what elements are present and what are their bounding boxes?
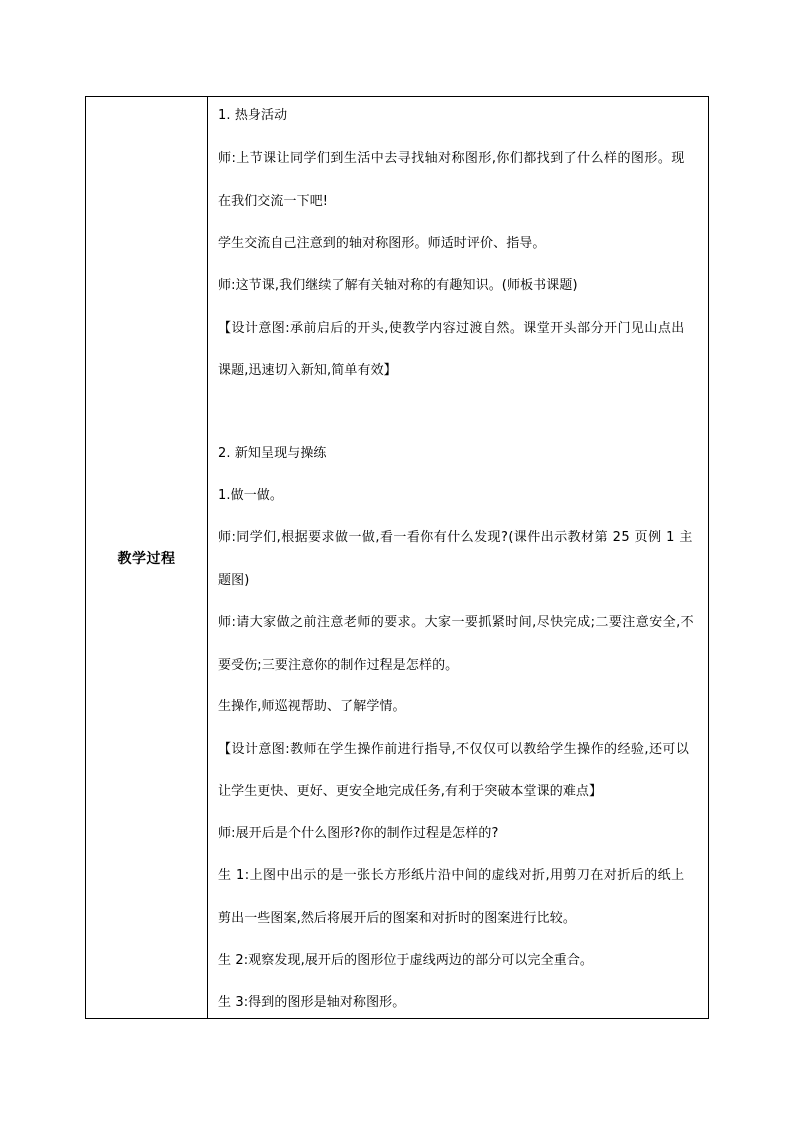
paragraph-line: 题图) — [218, 573, 250, 588]
paragraph-line: 让学生更快、更好、更安全地完成任务,有利于突破本堂课的难点】 — [218, 784, 603, 799]
paragraph-line: 学生交流自己注意到的轴对称图形。师适时评价、指导。 — [218, 236, 546, 251]
paragraph-line: 师:请大家做之前注意老师的要求。大家一要抓紧时间,尽快完成;二要注意安全,不 — [218, 615, 695, 630]
paragraph-line: 生 3:得到的图形是轴对称图形。 — [218, 995, 406, 1010]
section-content-cell — [208, 97, 709, 1019]
section-label-cell — [86, 97, 208, 1019]
paragraph-line: 在我们交流一下吧! — [218, 194, 329, 209]
paragraph-line: 1.做一做。 — [218, 488, 284, 503]
paragraph-line: 课题,迅速切入新知,简单有效】 — [218, 363, 397, 378]
paragraph-line: 师:上节课让同学们到生活中去寻找轴对称图形,你们都找到了什么样的图形。现 — [218, 151, 685, 166]
paragraph-line: 生 1:上图中出示的是一张长方形纸片沿中间的虚线对折,用剪刀在对折后的纸上 — [218, 868, 685, 883]
table-row — [86, 97, 709, 1019]
paragraph-line: 【设计意图:教师在学生操作前进行指导,不仅仅可以教给学生操作的经验,还可以 — [218, 742, 690, 757]
paragraph-line: 师:这节课,我们继续了解有关轴对称的有趣知识。(师板书课题) — [218, 278, 578, 293]
paragraph-line: 1. 热身活动 — [218, 108, 288, 123]
paragraph-line: 师:展开后是个什么图形?你的制作过程是怎样的? — [218, 826, 499, 841]
paragraph-line: 要受伤;三要注意你的制作过程是怎样的。 — [218, 658, 459, 673]
paragraph-line: 【设计意图:承前启后的开头,使教学内容过渡自然。课堂开头部分开门见山点出 — [218, 321, 685, 336]
section-content — [208, 97, 708, 1018]
paragraph-line: 生 2:观察发现,展开后的图形位于虚线两边的部分可以完全重合。 — [218, 953, 594, 968]
lesson-plan-table — [85, 96, 709, 1019]
paragraph-line: 剪出一些图案,然后将展开后的图案和对折时的图案进行比较。 — [218, 911, 576, 926]
paragraph-line: 师:同学们,根据要求做一做,看一看你有什么发现?(课件出示教材第 25 页例 1 主 — [218, 530, 693, 545]
section-label: 教学过程 — [117, 550, 176, 567]
paragraph-line: 2. 新知呈现与操练 — [218, 446, 327, 461]
paragraph-line: 生操作,师巡视帮助、了解学情。 — [218, 699, 406, 714]
